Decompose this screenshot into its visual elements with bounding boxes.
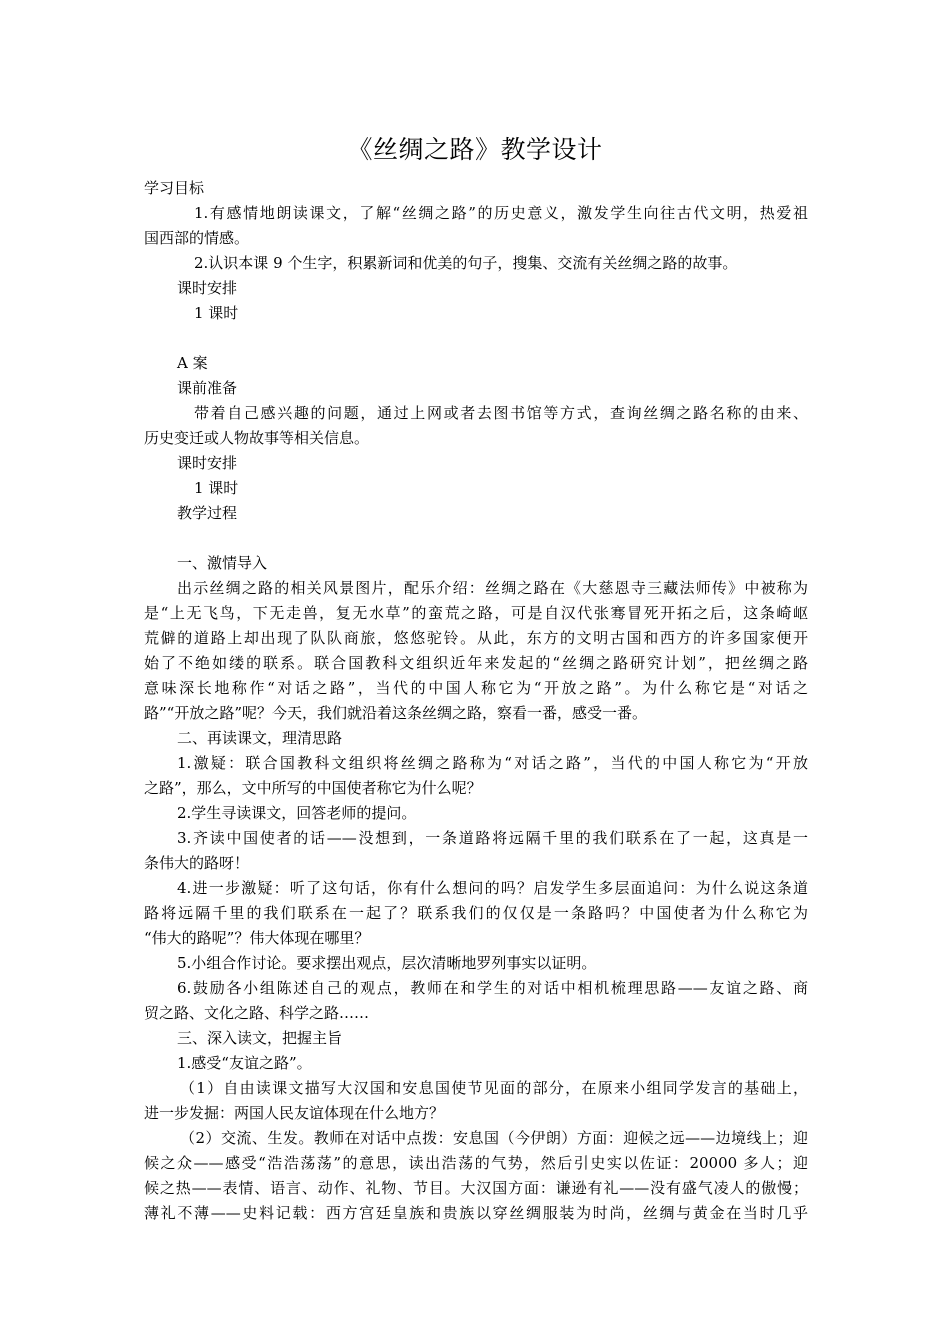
text-line: 一、激情导入 (177, 554, 268, 572)
text-line: 意味深长地称作“对话之路”，当代的中国人称它为“开放之路”。为什么称它是“对话之 (144, 679, 808, 697)
text-line: 条伟大的路呀！ (144, 854, 250, 872)
blank-line (144, 526, 808, 551)
text-line: 三、深入读文，把握主旨 (177, 1029, 343, 1047)
text-line: 课时安排 (177, 279, 238, 297)
text-line: A 案 (177, 354, 208, 372)
blank-line (144, 326, 808, 351)
text-line: 1.有感情地朗读课文，了解“丝绸之路”的历史意义，激发学生向往古代文明，热爱祖 (194, 204, 808, 222)
text-line: （1）自由读课文描写大汉国和安息国使节见面的部分，在原来小组同学发言的基础上， (180, 1079, 808, 1097)
text-line: 学习目标 (144, 179, 205, 197)
text-line: 路”“开放之路”呢？今天，我们就沿着这条丝绸之路，察看一番，感受一番。 (144, 704, 648, 722)
text-line: 3.齐读中国使者的话——没想到，一条道路将远隔千里的我们联系在了一起，这真是一 (177, 829, 808, 847)
text-line: 2.学生寻读课文，回答老师的提问。 (177, 804, 417, 822)
text-line: 1.激疑：联合国教科文组织将丝绸之路称为“对话之路”，当代的中国人称它为“开放 (177, 754, 808, 772)
text-line: 是“上无飞鸟，下无走兽，复无水草”的蛮荒之路，可是自汉代张骞冒死开拓之后，这条崎岖 (144, 604, 808, 622)
document-body (144, 176, 808, 1226)
document-title: 《丝绸之路》教学设计 (347, 135, 603, 164)
text-line: 进一步发掘：两国人民友谊体现在什么地方？ (144, 1104, 445, 1122)
text-line: 带着自己感兴趣的问题，通过上网或者去图书馆等方式，查询丝绸之路名称的由来、 (194, 404, 808, 422)
text-line: 之路”，那么，文中所写的中国使者称它为什么呢？ (144, 779, 482, 797)
text-line: “伟大的路呢”？伟大体现在哪里？ (144, 929, 370, 947)
text-line: 贸之路、文化之路、科学之路…… (144, 1004, 370, 1022)
text-line: 历史变迁或人物故事等相关信息。 (144, 429, 370, 447)
text-line: （2）交流、生发。教师在对话中点拨：安息国（今伊朗）方面：迎候之远——边境线上；迎 (180, 1129, 808, 1147)
text-line: 1 课时 (194, 304, 239, 322)
text-line: 出示丝绸之路的相关风景图片，配乐介绍：丝绸之路在《大慈恩寺三藏法师传》中被称为 (177, 579, 808, 597)
text-line: 国西部的情感。 (144, 229, 250, 247)
text-line: 5.小组合作讨论。要求摆出观点，层次清晰地罗列事实以证明。 (177, 954, 597, 972)
text-line: 6.鼓励各小组陈述自己的观点，教师在和学生的对话中相机梳理思路——友谊之路、商 (177, 979, 808, 997)
text-line: 1 课时 (194, 479, 239, 497)
text-line: 1.感受“友谊之路”。 (177, 1054, 312, 1072)
text-line: 候之热——表情、语言、动作、礼物、节目。大汉国方面：谦逊有礼——没有盛气凌人的傲慢； (144, 1179, 808, 1197)
text-line: 教学过程 (177, 504, 238, 522)
text-line: 始了不绝如缕的联系。联合国教科文组织近年来发起的“丝绸之路研究计划”，把丝绸之路 (144, 654, 808, 672)
text-line: 二、再读课文，理清思路 (177, 729, 343, 747)
text-line: 路将远隔千里的我们联系在一起了？联系我们的仅仅是一条路吗？中国使者为什么称它为 (144, 904, 808, 922)
text-line: 2.认识本课 9 个生字，积累新词和优美的句子，搜集、交流有关丝绸之路的故事。 (194, 254, 738, 272)
text-line: 候之众——感受“浩浩荡荡”的意思，读出浩荡的气势，然后引史实以佐证：20000 多人；迎 (144, 1154, 808, 1172)
text-line: 荒僻的道路上却出现了队队商旅，悠悠驼铃。从此，东方的文明古国和西方的许多国家便开 (144, 629, 808, 647)
text-line: 薄礼不薄——史料记载：西方宫廷皇族和贵族以穿丝绸服装为时尚，丝绸与黄金在当时几乎 (144, 1204, 808, 1222)
text-line: 课前准备 (177, 379, 238, 397)
text-line: 4.进一步激疑：听了这句话，你有什么想问的吗？启发学生多层面追问：为什么说这条道 (177, 879, 808, 897)
text-line: 课时安排 (177, 454, 238, 472)
